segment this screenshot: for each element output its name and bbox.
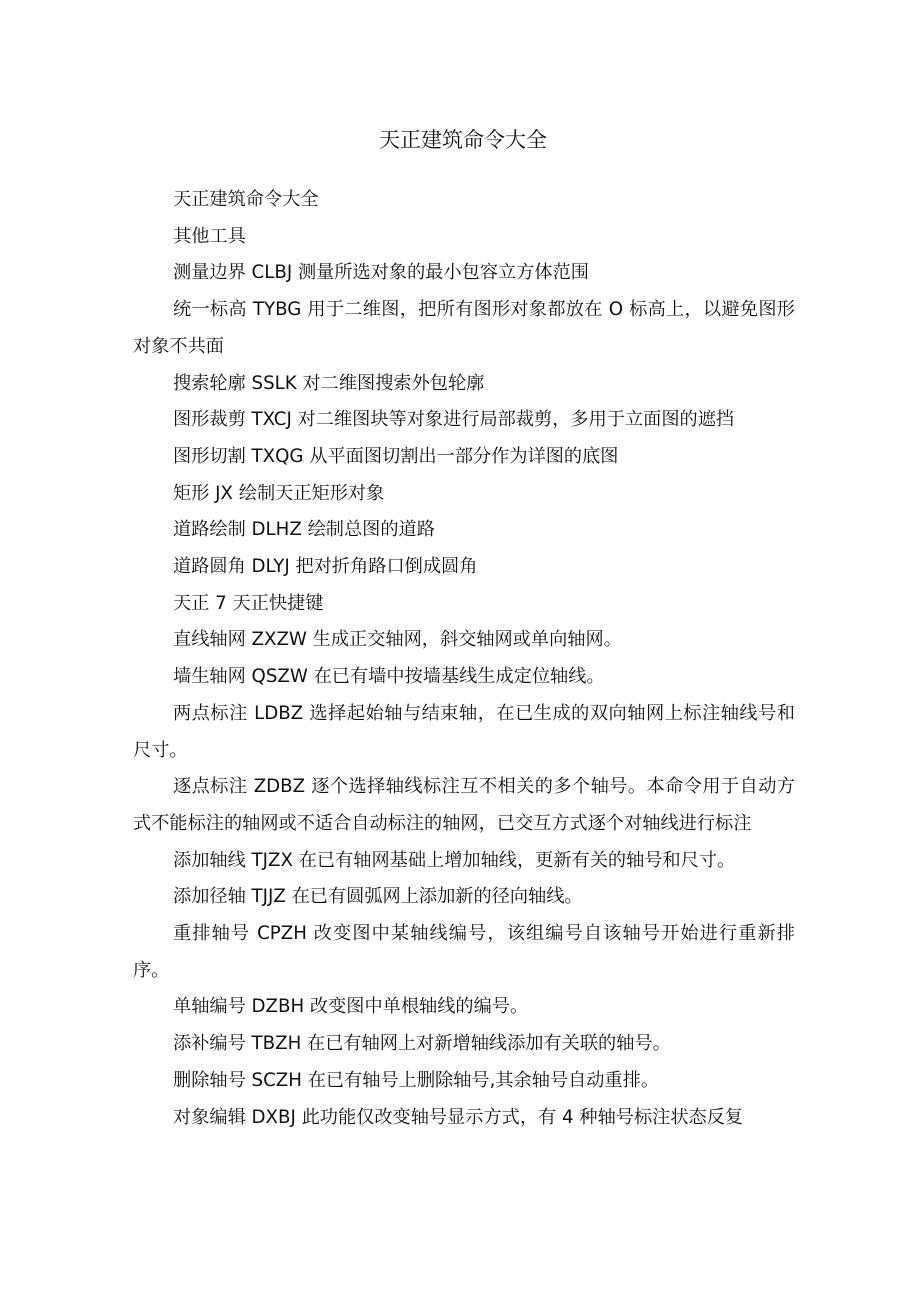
paragraph-sslk: 搜索轮廓 SSLK 对二维图搜索外包轮廓 (173, 372, 485, 394)
paragraph-txqg: 图形切割 TXQG 从平面图切割出一部分作为详图的底图 (173, 445, 619, 467)
page-title: 天正建筑命令大全 (379, 128, 547, 152)
paragraph-doc-title: 天正建筑命令大全 (173, 189, 319, 210)
paragraph-section-other-tools: 其他工具 (173, 225, 246, 247)
paragraph-tbzh: 添补编号 TBZH 在已有轴网上对新增轴线添加有关联的轴号。 (173, 1033, 671, 1055)
paragraph-txcj: 图形裁剪 TXCJ 对二维图块等对象进行局部裁剪，多用于立面图的遮挡 (173, 409, 735, 431)
paragraph-sczh: 删除轴号 SCZH 在已有轴号上删除轴号,其余轴号自动重排。 (173, 1069, 660, 1091)
paragraph-qszw: 墙生轴网 QSZW 在已有墙中按墙基线生成定位轴线。 (173, 666, 605, 688)
paragraph-ldbz: 两点标注 LDBZ 选择起始轴与结束轴，在已生成的双向轴网上标注轴线号和尺寸。 (133, 702, 795, 761)
paragraph-cpzh: 重排轴号 CPZH 改变图中某轴线编号，该组编号自该轴号开始进行重新排序。 (133, 923, 795, 981)
paragraph-dxbj: 对象编辑 DXBJ 此功能仅改变轴号显示方式，有 4 种轴号标注状态反复 (173, 1106, 744, 1128)
paragraph-tjzx: 添加轴线 TJZX 在已有轴网基础上增加轴线，更新有关的轴号和尺寸。 (173, 849, 736, 871)
paragraph-tybg: 统一标高 TYBG 用于二维图，把所有图形对象都放在 O 标高上，以避免图形对象不共面 (133, 299, 795, 357)
document-body (133, 182, 795, 1136)
paragraph-jx: 矩形 JX 绘制天正矩形对象 (173, 482, 385, 504)
paragraph-clbj: 测量边界 CLBJ 测量所选对象的最小包容立方体范围 (173, 262, 589, 284)
paragraph-dlyj: 道路圆角 DLYJ 把对折角路口倒成圆角 (173, 556, 478, 578)
paragraph-tjjz: 添加径轴 TJJZ 在已有圆弧网上添加新的径向轴线。 (173, 886, 583, 908)
paragraph-zdbz: 逐点标注 ZDBZ 逐个选择轴线标注互不相关的多个轴号。本命令用于自动方式不能标注的轴网或不适合自动标注的轴网，已交互方式逐个对轴线进行标注 (133, 776, 795, 834)
paragraph-dlhz: 道路绘制 DLHZ 绘制总图的道路 (173, 519, 435, 541)
paragraph-dzbh: 单轴编号 DZBH 改变图中单根轴线的编号。 (173, 996, 529, 1018)
paragraph-zxzw: 直线轴网 ZXZW 生成正交轴网，斜交轴网或单向轴网。 (173, 629, 622, 651)
paragraph-tianzheng-shortcuts: 天正 7 天正快捷键 (173, 592, 324, 614)
